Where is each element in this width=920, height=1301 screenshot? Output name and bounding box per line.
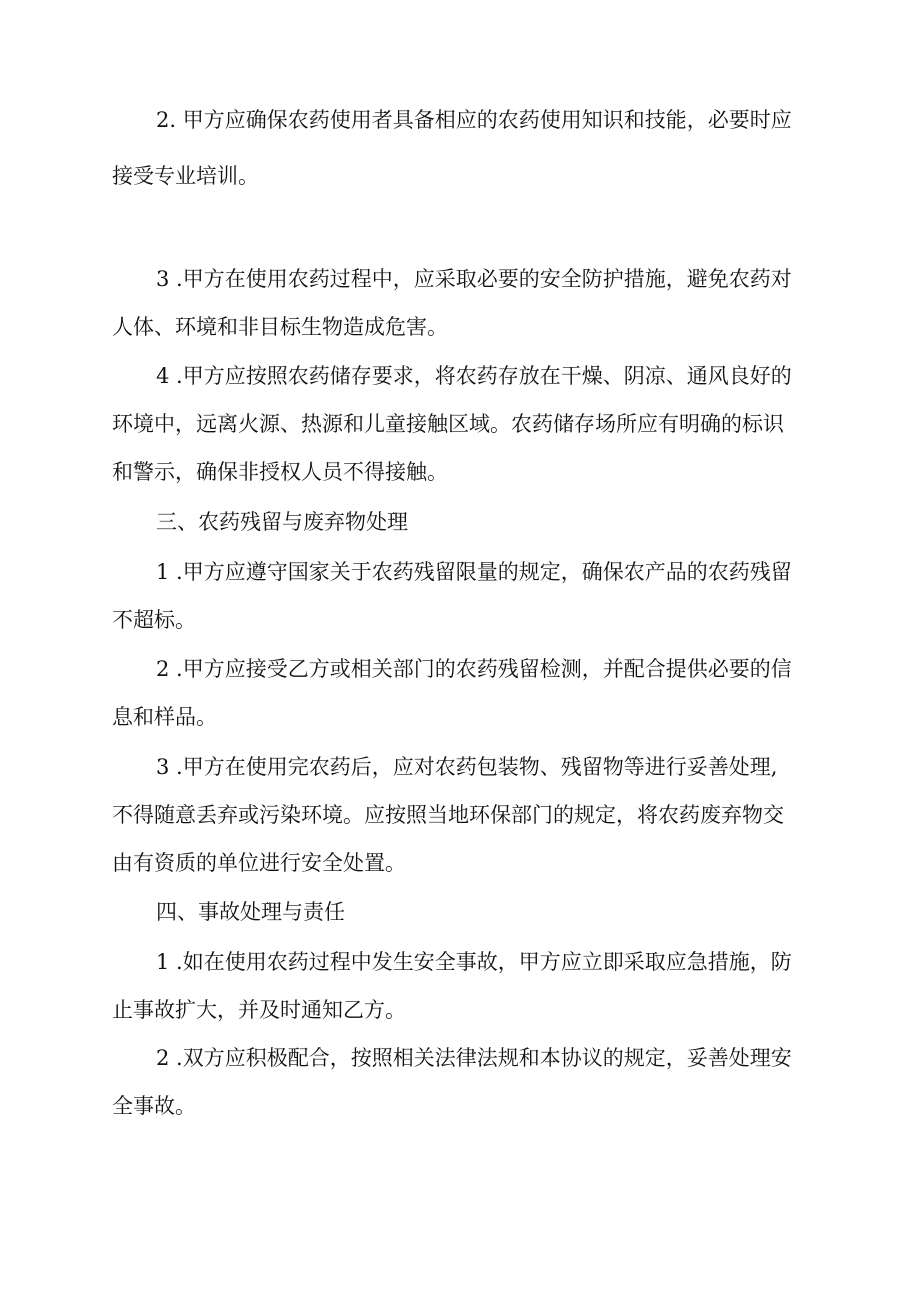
paragraph-line: 和警示，确保非授权人员不得接触。 (112, 460, 448, 484)
paragraph (112, 938, 812, 1034)
paragraph-line: 环境中，远离火源、热源和儿童接触区域。农药储存场所应有明确的标识 (112, 412, 784, 436)
paragraph (112, 352, 812, 496)
paragraph (112, 548, 812, 644)
paragraph (112, 743, 812, 887)
paragraph-line: 由有资质的单位进行安全处置。 (112, 851, 406, 875)
section-heading (112, 498, 812, 546)
paragraph-line: 3 .甲方在使用完农药后，应对农药包装物、残留物等进行妥善处理, (156, 755, 778, 779)
section-heading-text: 四、事故处理与责任 (156, 900, 345, 924)
paragraph (112, 96, 812, 200)
paragraph-line: 2 .甲方应接受乙方或相关部门的农药残留检测，并配合提供必要的信 (156, 657, 792, 681)
paragraph-line: 2 .双方应积极配合，按照相关法律法规和本协议的规定，妥善处理安 (156, 1046, 792, 1070)
paragraph-line: 4 .甲方应按照农药储存要求，将农药存放在干燥、阴凉、通风良好的 (156, 364, 792, 388)
paragraph-line: 人体、环境和非目标生物造成危害。 (112, 315, 448, 339)
paragraph-line: 全事故。 (112, 1094, 196, 1118)
paragraph-line: 息和样品。 (112, 705, 217, 729)
paragraph-line: 止事故扩大，并及时通知乙方。 (112, 998, 406, 1022)
paragraph-line: 3 .甲方在使用农药过程中，应采取必要的安全防护措施，避免农药对 (156, 267, 792, 291)
paragraph (112, 645, 812, 741)
paragraph-line: 1 .如在使用农药过程中发生安全事故，甲方应立即采取应急措施，防 (156, 950, 792, 974)
section-heading (112, 888, 812, 936)
paragraph-line: 不得随意丢弃或污染环境。应按照当地环保部门的规定，将农药废弃物交 (112, 803, 784, 827)
paragraph-line: 接受专业培训。 (112, 164, 259, 188)
section-heading-text: 三、农药残留与废弃物处理 (156, 510, 408, 534)
paragraph-line: 1 .甲方应遵守国家关于农药残留限量的规定，确保农产品的农药残留 (156, 560, 792, 584)
paragraph (112, 255, 812, 351)
paragraph-line: 不超标。 (112, 608, 196, 632)
paragraph-line: 2. 甲方应确保农药使用者具备相应的农药使用知识和技能，必要时应 (156, 108, 792, 132)
paragraph (112, 1034, 812, 1130)
